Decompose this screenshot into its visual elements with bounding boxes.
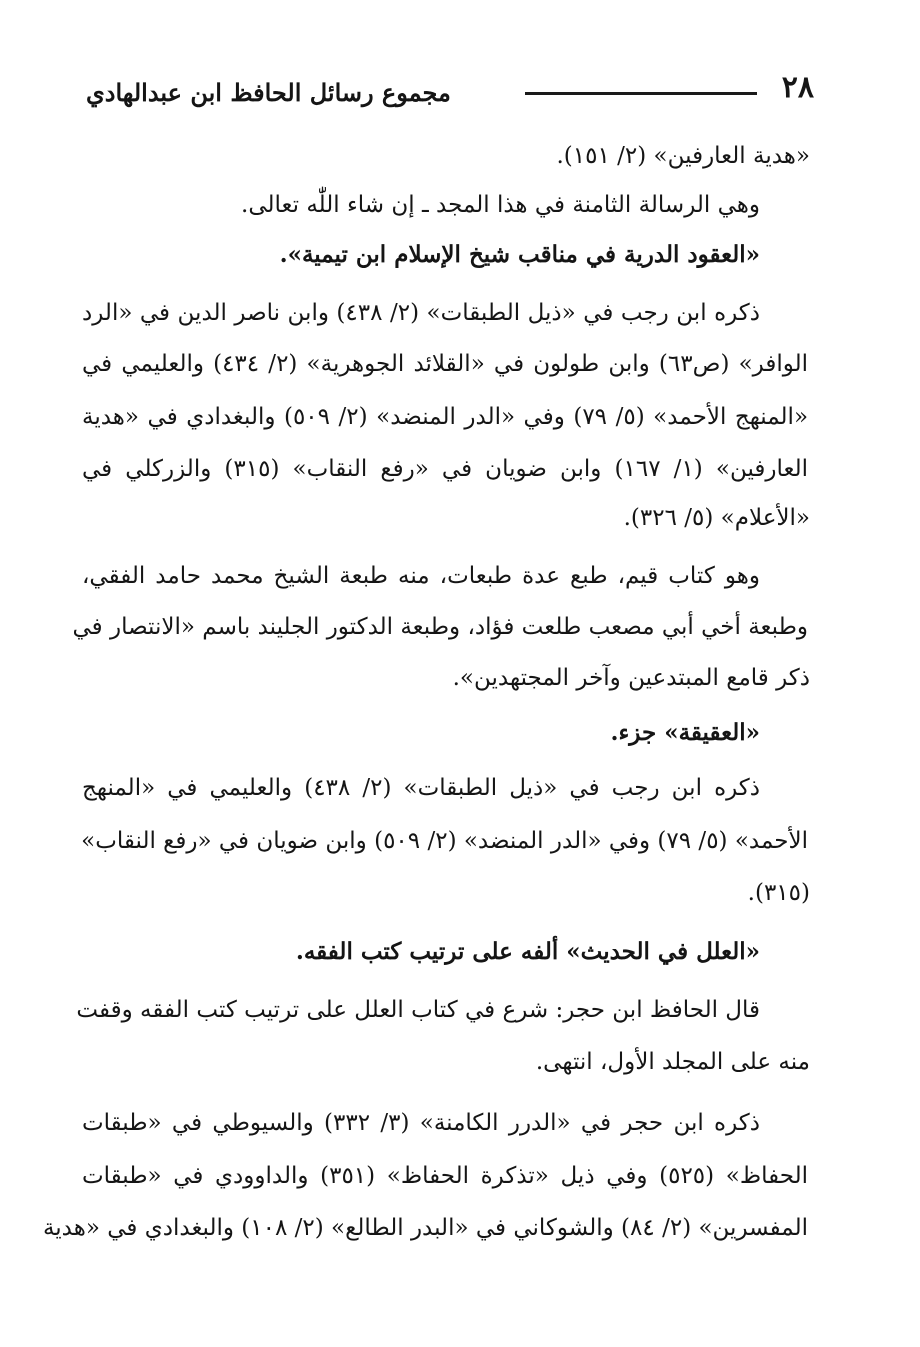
text-line: (٣١٥). xyxy=(747,880,810,906)
text-line: ذكره ابن رجب في «ذيل الطبقات» (٢/ ٤٣٨) والعليمي في «المنهج xyxy=(82,775,760,801)
text-line: وهي الرسالة الثامنة في هذا المجد ـ إن شاء اللّٰه تعالى. xyxy=(241,192,760,218)
text-line: ذكره ابن رجب في «ذيل الطبقات» (٢/ ٤٣٨) وابن ناصر الدين في «الرد xyxy=(82,300,761,326)
text-line: «هدية العارفين» (٢/ ١٥١). xyxy=(556,143,810,169)
page-number: ٢٨ xyxy=(781,70,814,105)
text-line: المفسرين» (٢/ ٨٤) والشوكاني في «البدر الطالع» (٢/ ١٠٨) والبغدادي في «هدية xyxy=(42,1215,808,1241)
text-line: وطبعة أخي أبي مصعب طلعت فؤاد، وطبعة الدكتور الجليند باسم «الانتصار في xyxy=(72,614,808,640)
text-line: العارفين» (١/ ١٦٧) وابن ضويان في «رفع النقاب» (٣١٥) والزركلي في xyxy=(82,456,809,482)
text-line: «المنهج الأحمد» (٥/ ٧٩) وفي «الدر المنضد» (٢/ ٥٠٩) والبغدادي في «هدية xyxy=(82,404,809,430)
text-line: الحفاظ» (٥٢٥) وفي ذيل «تذكرة الحفاظ» (٣٥١) والداوودي في «طبقات xyxy=(82,1163,808,1189)
section-heading: «العلل في الحديث» ألفه على ترتيب كتب الفقه. xyxy=(295,938,760,965)
text-line: الأحمد» (٥/ ٧٩) وفي «الدر المنضد» (٢/ ٥٠٩) وابن ضويان في «رفع النقاب» xyxy=(81,828,808,854)
section-heading: «العقود الدرية في مناقب شيخ الإسلام ابن تيمية». xyxy=(279,241,760,268)
text-line: ذكره ابن حجر في «الدرر الكامنة» (٣/ ٣٣٢) والسيوطي في «طبقات xyxy=(82,1110,760,1136)
text-line: وهو كتاب قيم، طبع عدة طبعات، منه طبعة الشيخ محمد حامد الفقي، xyxy=(82,563,760,589)
running-title: مجموع رسائل الحافظ ابن عبدالهادي xyxy=(86,78,451,107)
page-header xyxy=(86,70,814,114)
text-line: الوافر» (ص٦٣) وابن طولون في «القلائد الجوهرية» (٢/ ٤٣٤) والعليمي في xyxy=(82,351,809,377)
header-rule xyxy=(525,92,757,95)
section-heading: «العقيقة» جزء. xyxy=(610,719,760,746)
text-line: «الأعلام» (٥/ ٣٢٦). xyxy=(623,505,810,531)
text-line: ذكر قامع المبتدعين وآخر المجتهدين». xyxy=(452,665,810,691)
text-line: منه على المجلد الأول، انتهى. xyxy=(535,1049,810,1075)
text-line: قال الحافظ ابن حجر: شرع في كتاب العلل على ترتيب كتب الفقه وقفت xyxy=(76,997,760,1023)
